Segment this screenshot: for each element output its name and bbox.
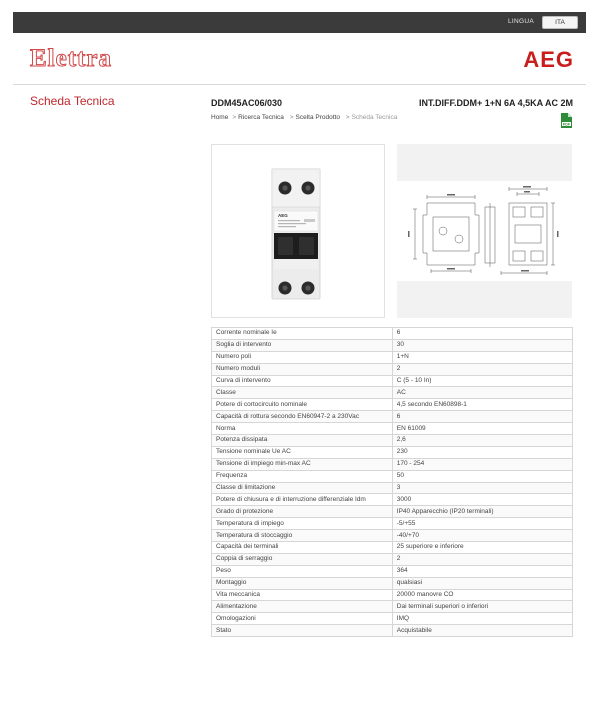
spec-value: -40/+70 <box>392 530 572 542</box>
dimension-drawing-frame[interactable] <box>397 144 572 318</box>
spec-label: Tensione nominale Ue AC <box>212 446 393 458</box>
spec-value: -5/+55 <box>392 518 572 530</box>
breaker-product-image <box>212 145 386 319</box>
language-label: LINGUA <box>507 18 534 25</box>
product-description: INT.DIFF.DDM+ 1+N 6A 4,5KA AC 2M <box>418 98 573 108</box>
spec-value: 25 superiore e inferiore <box>392 542 572 554</box>
table-row <box>212 328 573 340</box>
breadcrumb-ricerca[interactable]: Ricerca Tecnica <box>238 114 284 121</box>
table-row <box>212 494 573 506</box>
pdf-file-icon[interactable] <box>560 113 572 128</box>
table-row <box>212 411 573 423</box>
spec-value: qualsiasi <box>392 577 572 589</box>
spec-label: Frequenza <box>212 470 393 482</box>
spec-value: Acquistabile <box>392 625 572 637</box>
table-row <box>212 577 573 589</box>
spec-label: Curva di intervento <box>212 375 393 387</box>
dimension-drawing <box>397 181 572 281</box>
spec-value: 230 <box>392 446 572 458</box>
table-row <box>212 601 573 613</box>
spec-label: Potere di chiusura e di interruzione differenziale Idm <box>212 494 393 506</box>
spec-label: Capacità dei terminali <box>212 542 393 554</box>
breadcrumb-scelta[interactable]: Scelta Prodotto <box>295 114 340 121</box>
spec-label: Potenza dissipata <box>212 435 393 447</box>
spec-value: 170 - 254 <box>392 458 572 470</box>
product-image-frame[interactable] <box>211 144 385 318</box>
spec-value: Dai terminali superiori o inferiori <box>392 601 572 613</box>
table-row <box>212 625 573 637</box>
table-row <box>212 589 573 601</box>
spec-label: Coppia di serraggio <box>212 553 393 565</box>
breadcrumb-current: Scheda Tecnica <box>351 114 398 121</box>
spec-value: IP40 Apparecchio (IP20 terminali) <box>392 506 572 518</box>
spec-label: Grado di protezione <box>212 506 393 518</box>
breadcrumb-home[interactable]: Home <box>211 114 229 121</box>
breadcrumb: Home > Ricerca Tecnica > Scelta Prodotto > Scheda Tecnica <box>211 114 398 121</box>
aeg-logo[interactable]: AEG <box>523 47 574 72</box>
table-row <box>212 375 573 387</box>
table-row <box>212 339 573 351</box>
table-row <box>212 530 573 542</box>
spec-label: Montaggio <box>212 577 393 589</box>
table-row <box>212 542 573 554</box>
spec-label: Peso <box>212 565 393 577</box>
table-row <box>212 470 573 482</box>
spec-label: Tensione di impiego min-max AC <box>212 458 393 470</box>
sidebar-title: Scheda Tecnica <box>30 94 115 108</box>
spec-value: C (5 - 10 In) <box>392 375 572 387</box>
spec-value: 2 <box>392 553 572 565</box>
elettra-logo[interactable]: Elettra <box>30 45 112 72</box>
spec-label: Soglia di intervento <box>212 339 393 351</box>
spec-label: Classe di limitazione <box>212 482 393 494</box>
svg-text:PDF: PDF <box>562 122 571 127</box>
spec-value: 364 <box>392 565 572 577</box>
spec-label: Temperatura di impiego <box>212 518 393 530</box>
spec-value: 3000 <box>392 494 572 506</box>
spec-value: 2 <box>392 363 572 375</box>
table-row <box>212 565 573 577</box>
spec-value: 20000 manovre CO <box>392 589 572 601</box>
dimension-drawing-area <box>397 181 572 281</box>
spec-value: 50 <box>392 470 572 482</box>
header-divider <box>13 84 586 85</box>
spec-label: Corrente nominale Ie <box>212 328 393 340</box>
table-row <box>212 399 573 411</box>
spec-value: EN 61009 <box>392 423 572 435</box>
spec-label: Vita meccanica <box>212 589 393 601</box>
spec-label: Numero moduli <box>212 363 393 375</box>
spec-label: Numero poli <box>212 351 393 363</box>
spec-label: Potere di cortocircuito nominale <box>212 399 393 411</box>
spec-label: Omologazioni <box>212 613 393 625</box>
spec-label: Capacità di rottura secondo EN60947-2 a 230Vac <box>212 411 393 423</box>
spec-value: AC <box>392 387 572 399</box>
spec-label: Norma <box>212 423 393 435</box>
svg-text:AEG: AEG <box>278 213 288 218</box>
table-row <box>212 553 573 565</box>
table-row <box>212 518 573 530</box>
spec-label: Temperatura di stoccaggio <box>212 530 393 542</box>
table-row <box>212 506 573 518</box>
table-row <box>212 387 573 399</box>
spec-value: 6 <box>392 411 572 423</box>
table-row <box>212 435 573 447</box>
spec-value: 4,5 secondo EN60898-1 <box>392 399 572 411</box>
spec-label: Classe <box>212 387 393 399</box>
table-row <box>212 446 573 458</box>
table-row <box>212 351 573 363</box>
product-code: DDM45AC06/030 <box>211 98 283 108</box>
spec-value: 1+N <box>392 351 572 363</box>
technical-specs-table <box>211 327 573 637</box>
spec-value: IMQ <box>392 613 572 625</box>
spec-value: 6 <box>392 328 572 340</box>
spec-value: 30 <box>392 339 572 351</box>
spec-label: Alimentazione <box>212 601 393 613</box>
table-row <box>212 613 573 625</box>
table-row <box>212 423 573 435</box>
spec-value: 2,6 <box>392 435 572 447</box>
spec-label: Stato <box>212 625 393 637</box>
top-bar <box>13 12 586 33</box>
table-row <box>212 482 573 494</box>
table-row <box>212 458 573 470</box>
table-row <box>212 363 573 375</box>
spec-value: 3 <box>392 482 572 494</box>
language-select[interactable]: ITA <box>542 16 578 29</box>
